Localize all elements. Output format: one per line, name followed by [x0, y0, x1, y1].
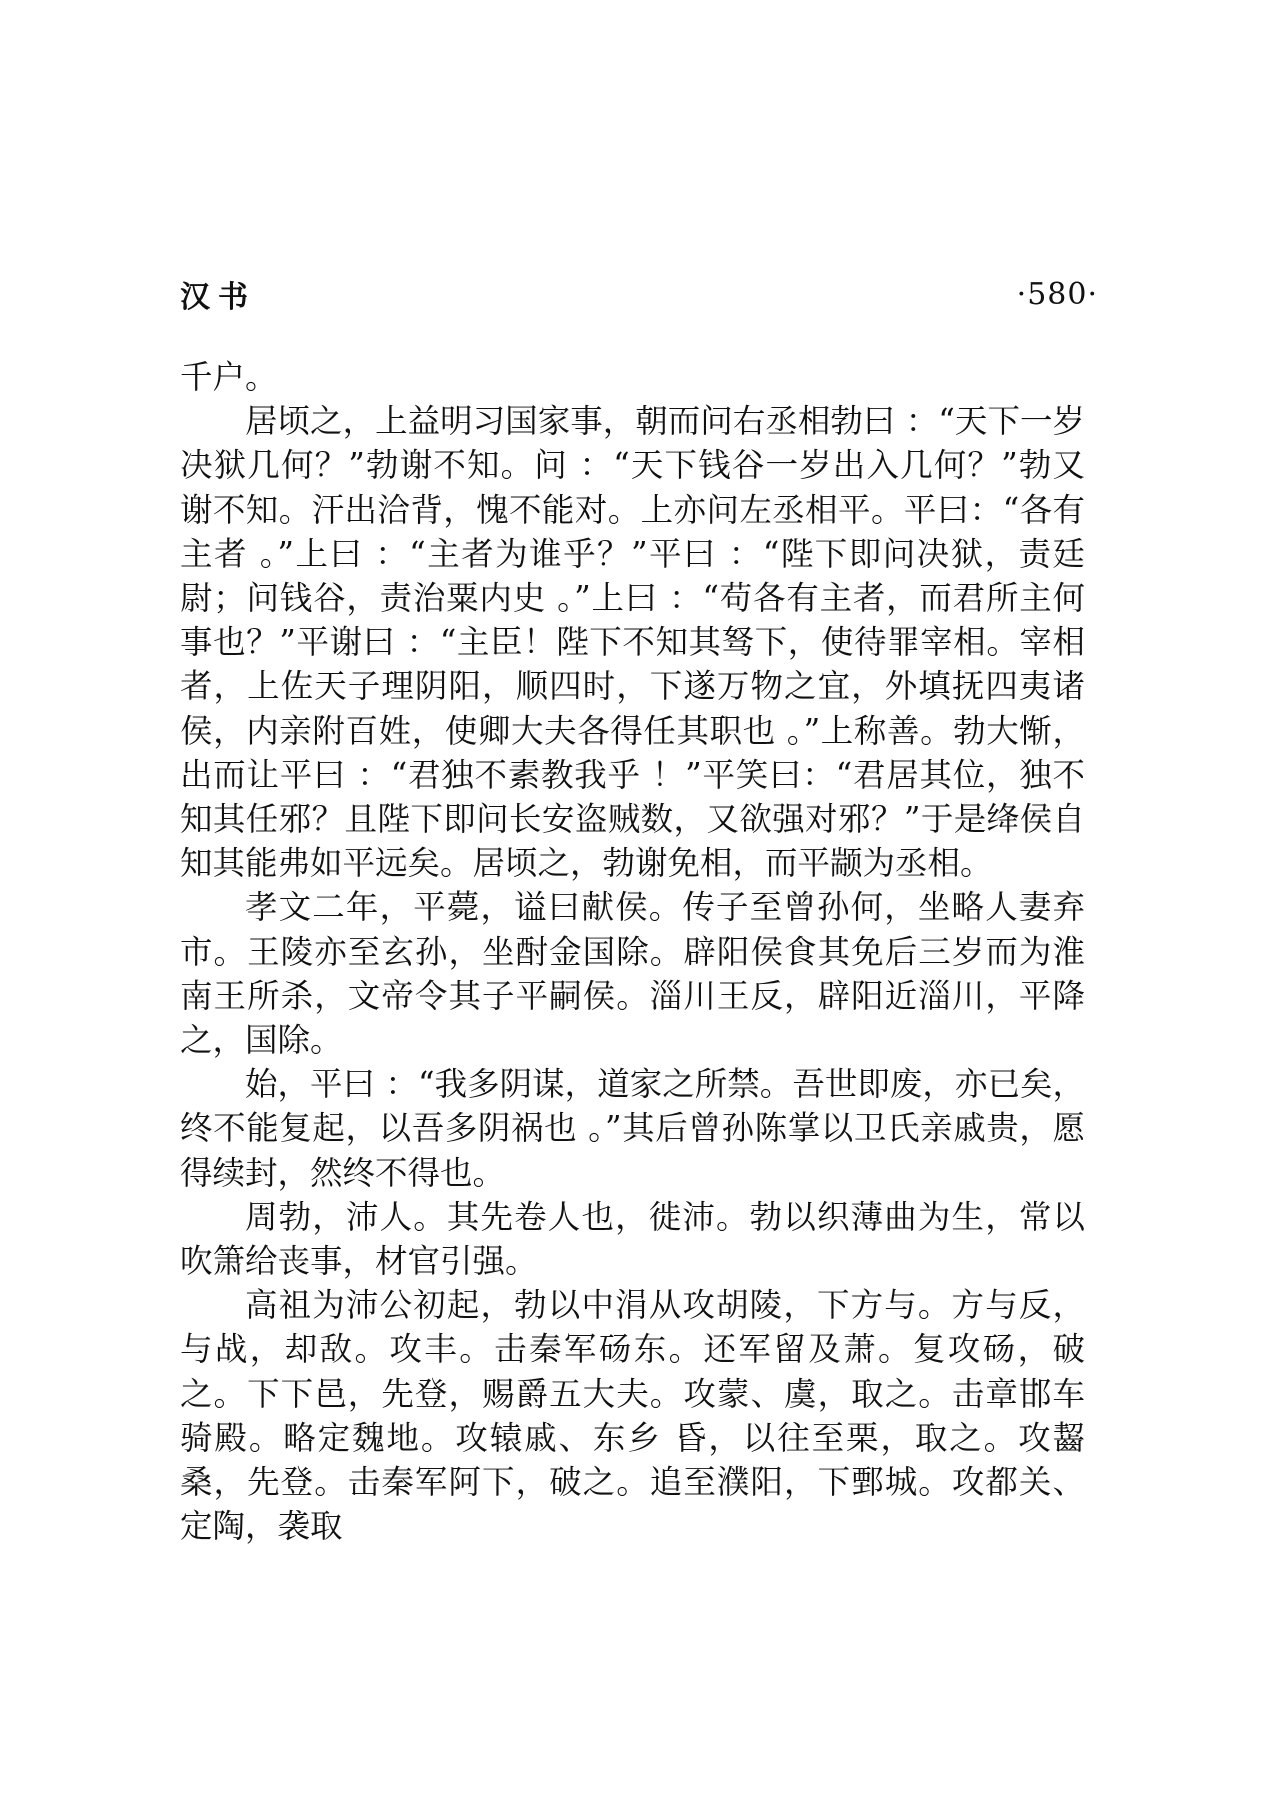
paragraph: 高祖为沛公初起，勃以中涓从攻胡陵，下方与。方与反，与战，却敌。攻丰。击秦军砀东。还军留及萧。复攻砀，破之。下下邑，先登，赐爵五大夫。攻蒙、虞，取之。击章邯车骑殿。略定魏地。攻辕戚、东乡 昏，以往至栗，取之。攻齧桑，先登。击秦军阿下，破之。追至濮阳，下鄄城。攻都关、定陶，袭取 — [180, 1286, 1085, 1546]
body-text — [180, 355, 1085, 1548]
paragraph: 始，平曰 ：“我多阴谋，道家之所禁。吾世即废，亦已矣，终不能复起，以吾多阴祸也 。”其后曾孙陈掌以卫氏亲戚贵，愿得续封，然终不得也。 — [180, 1065, 1085, 1192]
book-title: 汉书 — [180, 280, 256, 315]
paragraph: 居顷之，上益明习国家事，朝而问右丞相勃曰 ：“天下一岁决狱几何？”勃谢不知。问 ：“天下钱谷一岁出入几何？”勃又谢不知。汗出洽背，愧不能对。上亦问左丞相平。平曰：“各有主者 。”上曰 ：“主者为谁乎？”平曰 ：“陛下即问决狱，责廷尉；问钱谷，责治粟内史 。”上曰 ：“苟各有主者，而君所主何事也？”平谢曰 ：“主臣！陛下不知其驽下，使待罪宰相。宰相者，上佐天子理阴阳，顺四时，下遂万物之宜，外填抚四夷诸侯，内亲附百姓，使卿大夫各得任其职也 。”上称善。勃大惭，出而让平曰 ：“君独不素教我乎 ！”平笑曰：“君居其位，独不知其任邪？且陛下即问长安盗贼数，又欲强对邪？”于是绛侯自知其能弗如平远矣。居顷之，勃谢免相，而平颛为丞相。 — [180, 402, 1085, 883]
paragraph-continuation: 千户。 — [180, 358, 278, 396]
paragraph: 孝文二年，平薨，谥曰献侯。传子至曾孙何，坐略人妻弃市。王陵亦至玄孙，坐酎金国除。辟阳侯食其免后三岁而为淮南王所杀，文帝令其子平嗣侯。淄川王反，辟阳近淄川，平降之，国除。 — [180, 888, 1085, 1060]
page-number: ·580· — [1016, 276, 1098, 312]
running-header — [180, 272, 1098, 316]
paragraph: 周勃，沛人。其先卷人也，徙沛。勃以织薄曲为生，常以吹箫给丧事，材官引强。 — [180, 1197, 1085, 1281]
